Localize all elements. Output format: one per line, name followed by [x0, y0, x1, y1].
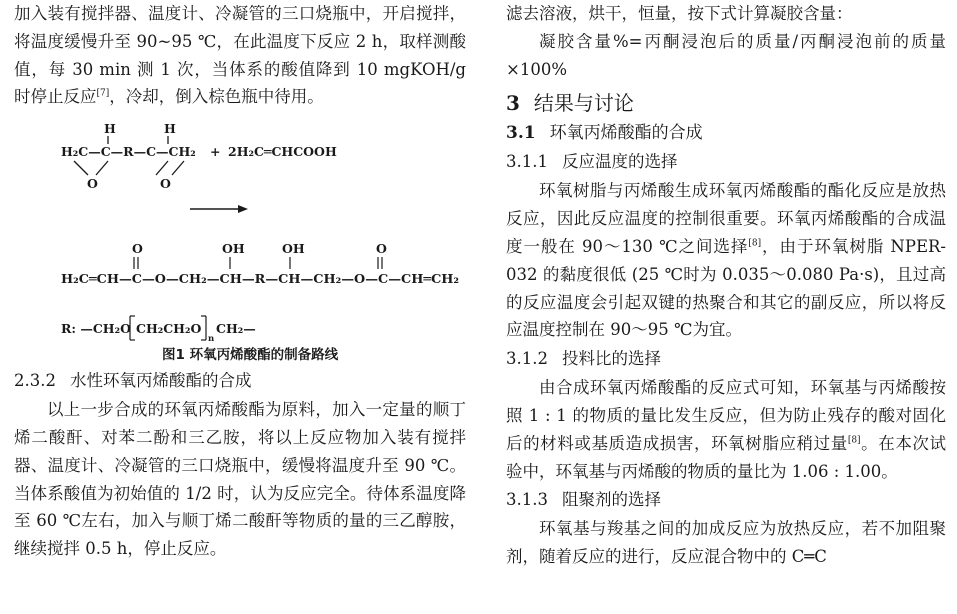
citation-ref[interactable]: [8]	[847, 435, 861, 446]
epoxide-o-left: O	[87, 176, 98, 192]
reaction-arrow-icon	[238, 205, 248, 213]
citation-ref[interactable]: [8]	[748, 238, 762, 249]
reactant-epoxide-chain: H₂C—C—R—C—CH₂	[61, 144, 196, 160]
epoxide-bond-left-b	[96, 161, 108, 175]
reactant-h-left: H	[104, 121, 116, 137]
product-formula: H₂C═CH—C—O—CH₂—CH—R—CH—CH₂—O—C—CH═CH₂	[61, 271, 460, 287]
paragraph-gel-intro: 滤去溶液，烘干，恒量，按下式计算凝胶含量：	[506, 4, 853, 23]
plus-sign: +	[210, 144, 221, 160]
epoxide-o-right: O	[160, 176, 171, 192]
section-heading-3: 3 结果与讨论	[506, 91, 634, 116]
right-column	[506, 0, 946, 571]
product-carbonyl-o-left: O	[132, 241, 143, 257]
r-def-suffix: CH₂—	[216, 321, 256, 337]
product-carbonyl-o-right: O	[376, 241, 387, 257]
reaction-scheme-figure	[14, 111, 466, 366]
acrylic-acid-reagent: 2H₂C═CHCOOH	[228, 144, 337, 160]
citation-ref[interactable]: [7]	[96, 88, 110, 99]
epoxide-bond-right-a	[156, 161, 168, 175]
section-heading-3-1-2: 3.1.2 投料比的选择	[506, 349, 661, 369]
paragraph-3-1-3: 环氧基与羧基之间的加成反应为放热反应，若不加阻聚剂，随着反应的进行，反应混合物中的 C═C	[506, 519, 946, 567]
product-oh-right: OH	[282, 241, 305, 257]
section-heading-3-1: 3.1 环氧丙烯酸酯的合成	[506, 123, 703, 144]
section-heading-3-1-3: 3.1.3 阻聚剂的选择	[506, 490, 661, 510]
product-oh-left: OH	[222, 241, 245, 257]
r-repeat-n: n	[208, 334, 215, 345]
section-heading-2-3-2: 2.3.2 水性环氧丙烯酸酯的合成	[14, 371, 252, 391]
formula-gel-content: 凝胶含量%=丙酮浸泡后的质量/丙酮浸泡前的质量×100%	[506, 31, 946, 79]
r-repeat-unit: CH₂CH₂O	[136, 321, 202, 337]
paragraph-2-3-2: 以上一步合成的环氧丙烯酸酯为原料，加入一定量的顺丁烯二酸酐、对苯二酚和三乙胺，将以上反应物加入装有搅拌器、温度计、冷凝管的三口烧瓶中，缓慢将温度升至 90 ℃。当体系酸值为初始值的 1/2 时，认为反应完全。待体系温度降至 60 ℃左右，加入与顺丁烯二酸酐等物质的量的三乙醇胺，继续搅拌 0.5 h，停止反应。	[14, 400, 466, 559]
section-heading-3-1-1: 3.1.1 反应温度的选择	[506, 152, 678, 172]
figure-caption: 图1 环氧丙烯酸酯的制备路线	[162, 347, 339, 364]
paragraph-continuation: 加入装有搅拌器、温度计、冷凝管的三口烧瓶中，开启搅拌，将温度缓慢升至 90~95 ℃，在此温度下反应 2 h，取样测酸值，每 30 min 测 1 次，当体系的酸值降到 10 mgKOH/g 时停止反应[7]，冷却，倒入棕色瓶中待用。	[14, 4, 466, 107]
paragraph-3-1-1: 环氧树脂与丙烯酸生成环氧丙烯酸酯的酯化反应是放热反应，因此反应温度的控制很重要。环氧丙烯酸酯的合成温度一般在 90～130 ℃之间选择[8]，由于环氧树脂 NPER-032 的黏度很低 (25 ℃时为 0.035～0.080 Pa·s)，且过高的反应温度会引起双键的热聚合和其它的副反应，所以将反应温度控制在 90～95 ℃为宜。	[506, 181, 947, 340]
left-column	[14, 0, 466, 563]
reaction-scheme-svg	[14, 111, 466, 366]
epoxide-bond-left-a	[74, 161, 88, 175]
paragraph-3-1-2: 由合成环氧丙烯酸酯的反应式可知，环氧基与丙烯酸按照 1 : 1 的物质的量比发生反应，但为防止残存的酸对固化后的材料或基质造成损害，环氧树脂应稍过量[8]。在本次试验中，环氧基与丙烯酸的物质的量比为 1.06 : 1.00。	[506, 378, 947, 481]
r-def-prefix: R: —CH₂O	[61, 321, 131, 337]
epoxide-bond-right-b	[172, 161, 184, 175]
reactant-h-right: H	[164, 121, 176, 137]
